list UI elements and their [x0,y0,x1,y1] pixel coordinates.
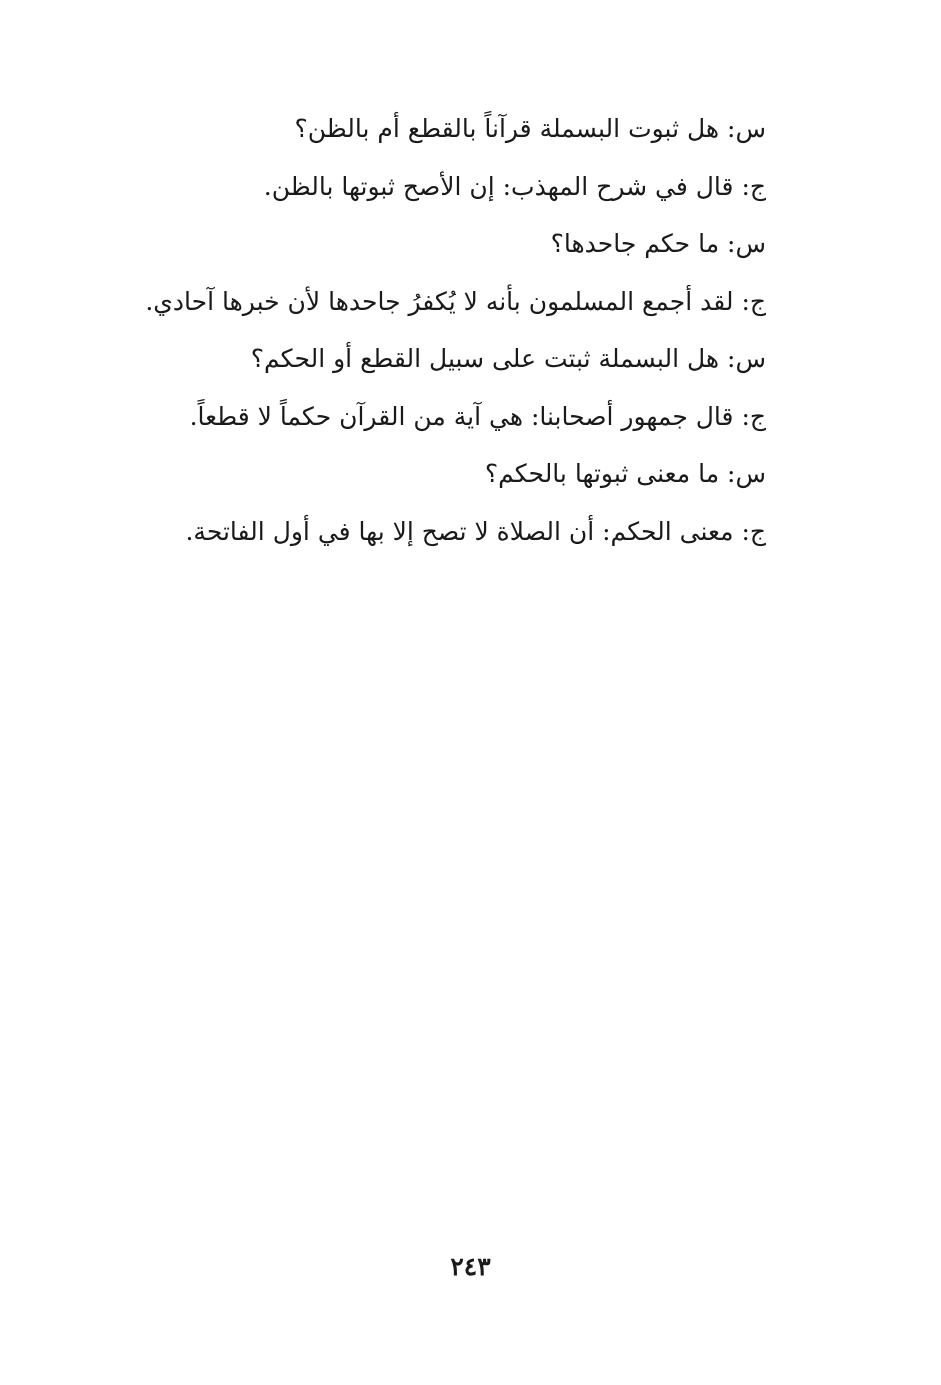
answer-marker: ج: [741,401,766,431]
qa-list [126,100,766,560]
answer-line [126,273,766,331]
answer-marker: ج: [741,516,766,546]
question-line [126,215,766,273]
question-text: هل ثبوت البسملة قرآناً بالقطع أم بالظن؟ [294,114,720,143]
question-line [126,100,766,158]
answer-text: معنى الحكم: أن الصلاة لا تصح إلا بها في أول الفاتحة. [185,516,734,546]
answer-text: قال في شرح المهذب: إن الأصح ثبوتها بالظن. [263,171,734,201]
answer-line [126,158,766,216]
question-line [126,330,766,388]
answer-line [126,388,766,446]
question-marker: س: [727,229,766,258]
answer-marker: ج: [741,286,766,316]
question-text: هل البسملة ثبتت على سبيل القطع أو الحكم؟ [250,344,720,373]
answer-marker: ج: [741,171,766,201]
question-text: ما حكم جاحدها؟ [550,229,720,258]
question-marker: س: [727,114,766,143]
answer-text: لقد أجمع المسلمون بأنه لا يُكفرُ جاحدها لأن خبرها آحادي. [145,286,734,316]
question-line [126,445,766,503]
question-text: ما معنى ثبوتها بالحكم؟ [484,459,720,488]
answer-text: قال جمهور أصحابنا: هي آية من القرآن حكماً لا قطعاً. [189,401,734,431]
question-marker: س: [727,459,766,488]
answer-line [126,503,766,561]
question-marker: س: [727,344,766,373]
page-number: ٢٤٣ [450,1252,491,1281]
